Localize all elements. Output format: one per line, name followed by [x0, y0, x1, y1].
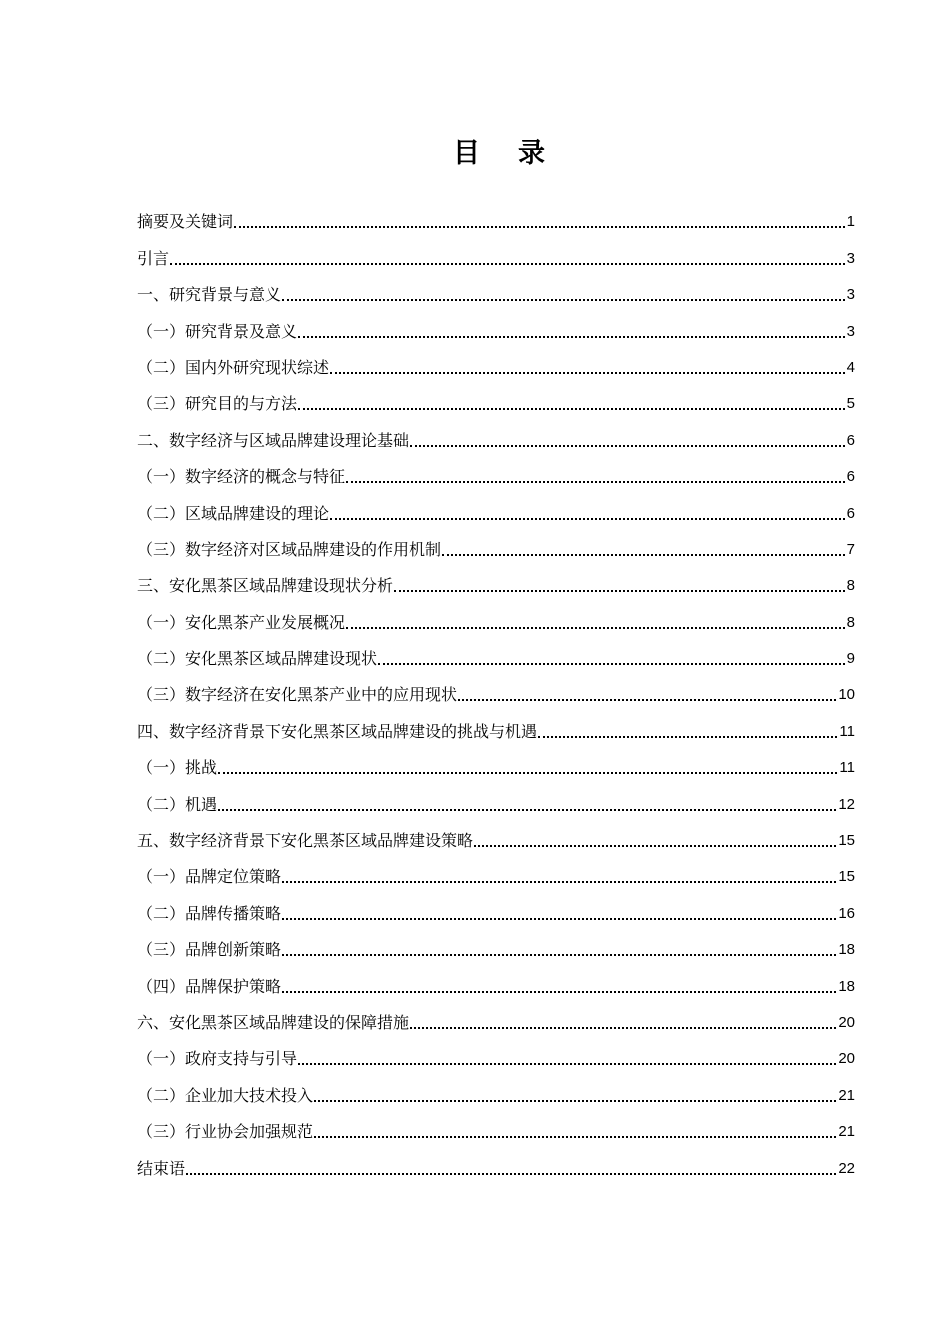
toc-entry-page-number: 1 [846, 213, 855, 231]
toc-entry-page-number: 12 [838, 795, 855, 813]
toc-dot-leader [442, 554, 845, 556]
toc-entry[interactable] [137, 240, 855, 276]
toc-entry[interactable] [137, 895, 855, 931]
toc-dot-leader [330, 518, 845, 520]
toc-dot-leader [282, 991, 836, 993]
toc-entry-label: （一）安化黑茶产业发展概况 [137, 612, 346, 632]
toc-entry-page-number: 8 [846, 577, 855, 595]
toc-entry-page-number: 9 [846, 650, 855, 668]
toc-entry-label: （三）数字经济对区域品牌建设的作用机制 [137, 539, 442, 559]
toc-dot-leader [314, 1136, 836, 1138]
toc-entry[interactable] [137, 713, 855, 749]
toc-entry-label: （四）品牌保护策略 [137, 976, 282, 996]
toc-entry-label: （一）政府支持与引导 [137, 1049, 298, 1069]
toc-dot-leader [218, 772, 837, 774]
toc-entry-page-number: 3 [846, 249, 855, 267]
toc-entry[interactable] [137, 204, 855, 240]
toc-dot-leader [458, 699, 836, 701]
toc-entry-page-number: 21 [838, 1123, 855, 1141]
toc-entry[interactable] [137, 1114, 855, 1150]
toc-entry-label: （三）行业协会加强规范 [137, 1122, 314, 1142]
toc-entry-page-number: 10 [838, 686, 855, 704]
toc-entry-page-number: 15 [838, 868, 855, 886]
toc-entry[interactable] [137, 968, 855, 1004]
toc-title-char-2: 录 [518, 138, 547, 169]
toc-entry-page-number: 5 [846, 395, 855, 413]
toc-entry[interactable] [137, 1005, 855, 1041]
toc-dot-leader [330, 372, 845, 374]
toc-entry[interactable] [137, 277, 855, 313]
toc-title [0, 134, 950, 174]
toc-entry[interactable] [137, 1077, 855, 1113]
toc-entry-label: （一）研究背景及意义 [137, 321, 298, 341]
toc-entry-page-number: 4 [846, 358, 855, 376]
toc-list [137, 204, 855, 1187]
toc-dot-leader [186, 1173, 836, 1175]
toc-entry-label: 三、安化黑茶区域品牌建设现状分析 [137, 576, 394, 596]
toc-entry-page-number: 20 [838, 1013, 855, 1031]
toc-entry-page-number: 6 [846, 431, 855, 449]
toc-entry-label: 六、安化黑茶区域品牌建设的保障措施 [137, 1012, 410, 1032]
toc-dot-leader [298, 1063, 836, 1065]
toc-entry[interactable] [137, 786, 855, 822]
toc-entry[interactable] [137, 1041, 855, 1077]
toc-entry-label: （二）企业加大技术投入 [137, 1085, 314, 1105]
toc-entry-label: 引言 [137, 248, 170, 268]
toc-entry-label: （一）品牌定位策略 [137, 867, 282, 887]
toc-dot-leader [378, 663, 845, 665]
toc-entry[interactable] [137, 386, 855, 422]
toc-entry[interactable] [137, 532, 855, 568]
toc-entry[interactable] [137, 641, 855, 677]
toc-entry-label: 摘要及关键词 [137, 212, 234, 232]
toc-entry[interactable] [137, 750, 855, 786]
toc-entry-page-number: 11 [839, 759, 855, 777]
toc-dot-leader [538, 736, 837, 738]
toc-entry-page-number: 6 [846, 504, 855, 522]
toc-dot-leader [394, 590, 845, 592]
toc-entry[interactable] [137, 823, 855, 859]
toc-entry-label: 二、数字经济与区域品牌建设理论基础 [137, 430, 410, 450]
toc-entry-page-number: 18 [838, 941, 855, 959]
toc-entry-page-number: 21 [838, 1086, 855, 1104]
toc-dot-leader [474, 845, 836, 847]
toc-entry[interactable] [137, 932, 855, 968]
toc-entry-label: （三）数字经济在安化黑茶产业中的应用现状 [137, 685, 458, 705]
toc-entry-page-number: 20 [838, 1050, 855, 1068]
toc-entry[interactable] [137, 604, 855, 640]
toc-entry-label: （二）国内外研究现状综述 [137, 357, 330, 377]
toc-title-char-1: 目 [453, 138, 482, 169]
toc-dot-leader [314, 1100, 836, 1102]
toc-entry-label: 五、数字经济背景下安化黑茶区域品牌建设策略 [137, 831, 474, 851]
toc-entry[interactable] [137, 677, 855, 713]
toc-dot-leader [298, 408, 845, 410]
toc-dot-leader [410, 445, 845, 447]
toc-entry-label: （二）区域品牌建设的理论 [137, 503, 330, 523]
toc-entry[interactable] [137, 1150, 855, 1186]
toc-entry-label: 四、数字经济背景下安化黑茶区域品牌建设的挑战与机遇 [137, 721, 538, 741]
toc-dot-leader [346, 627, 845, 629]
toc-entry-page-number: 6 [846, 468, 855, 486]
toc-entry-label: （三）研究目的与方法 [137, 394, 298, 414]
toc-dot-leader [234, 226, 845, 228]
toc-entry-page-number: 11 [839, 722, 855, 740]
toc-entry-label: （二）品牌传播策略 [137, 903, 282, 923]
toc-entry[interactable] [137, 459, 855, 495]
toc-entry-page-number: 3 [846, 286, 855, 304]
toc-dot-leader [170, 263, 845, 265]
toc-entry-page-number: 7 [846, 540, 855, 558]
toc-entry-label: （一）挑战 [137, 758, 218, 778]
toc-dot-leader [410, 1027, 836, 1029]
toc-dot-leader [218, 809, 836, 811]
toc-dot-leader [346, 481, 845, 483]
toc-entry-page-number: 15 [838, 832, 855, 850]
toc-entry-label: （二）安化黑茶区域品牌建设现状 [137, 649, 378, 669]
toc-entry[interactable] [137, 350, 855, 386]
toc-entry-page-number: 22 [838, 1159, 855, 1177]
toc-entry-label: （三）品牌创新策略 [137, 940, 282, 960]
toc-dot-leader [298, 336, 845, 338]
toc-entry-page-number: 8 [846, 613, 855, 631]
toc-entry-label: 结束语 [137, 1158, 186, 1178]
toc-entry-label: 一、研究背景与意义 [137, 285, 282, 305]
toc-entry[interactable] [137, 422, 855, 458]
toc-entry[interactable] [137, 313, 855, 349]
toc-dot-leader [282, 918, 836, 920]
toc-dot-leader [282, 954, 836, 956]
toc-entry-label: （二）机遇 [137, 794, 218, 814]
toc-dot-leader [282, 881, 836, 883]
toc-entry-page-number: 3 [846, 322, 855, 340]
toc-entry[interactable] [137, 495, 855, 531]
toc-entry[interactable] [137, 859, 855, 895]
toc-entry[interactable] [137, 568, 855, 604]
toc-dot-leader [282, 299, 845, 301]
toc-entry-page-number: 16 [838, 904, 855, 922]
toc-entry-page-number: 18 [838, 977, 855, 995]
toc-entry-label: （一）数字经济的概念与特征 [137, 467, 346, 487]
